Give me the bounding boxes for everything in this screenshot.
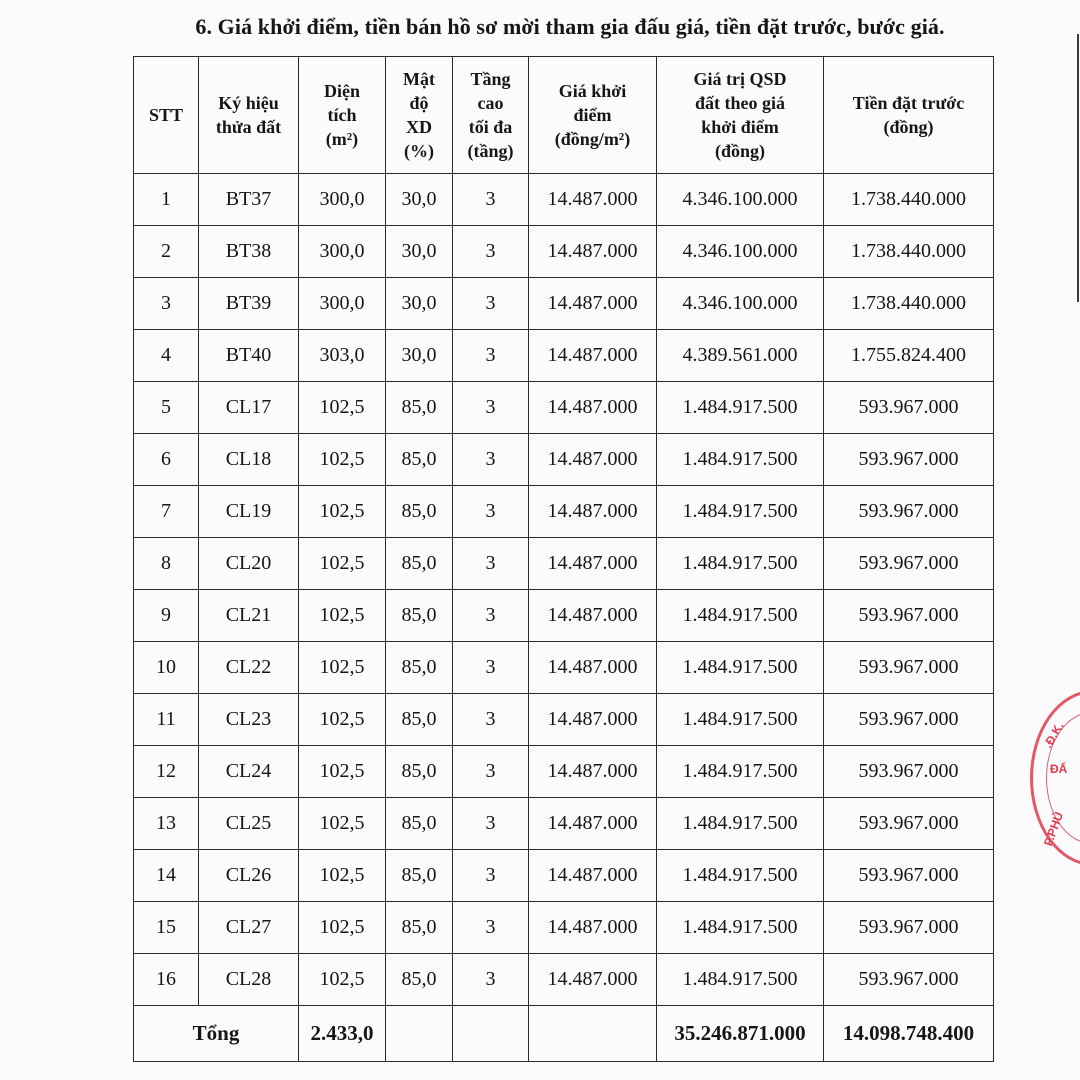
cell-density: 85,0 <box>386 486 453 538</box>
cell-area: 102,5 <box>299 486 386 538</box>
cell-stt: 2 <box>134 226 199 278</box>
stamp-text-bottom: P.PHÚ <box>1040 810 1067 848</box>
cell-parcel-code: BT39 <box>199 278 299 330</box>
cell-area: 102,5 <box>299 850 386 902</box>
cell-start-price: 14.487.000 <box>529 694 657 746</box>
cell-parcel-code: CL20 <box>199 538 299 590</box>
cell-land-value: 1.484.917.500 <box>657 382 824 434</box>
cell-max-floors: 3 <box>453 642 529 694</box>
cell-max-floors: 3 <box>453 746 529 798</box>
cell-area: 300,0 <box>299 226 386 278</box>
stamp-text-mid: ĐẤ <box>1050 762 1068 776</box>
cell-stt: 15 <box>134 902 199 954</box>
cell-stt: 6 <box>134 434 199 486</box>
cell-land-value: 1.484.917.500 <box>657 798 824 850</box>
cell-stt: 1 <box>134 174 199 226</box>
cell-density: 85,0 <box>386 798 453 850</box>
cell-area: 102,5 <box>299 954 386 1006</box>
cell-stt: 8 <box>134 538 199 590</box>
section-heading: 6. Giá khởi điểm, tiền bán hồ sơ mời tham gia đấu giá, tiền đặt trước, bước giá. <box>195 14 945 39</box>
cell-start-price: 14.487.000 <box>529 226 657 278</box>
page-edge-line <box>1077 34 1079 302</box>
total-deposit: 14.098.748.400 <box>824 1006 994 1062</box>
total-empty-cell <box>386 1006 453 1062</box>
cell-deposit: 593.967.000 <box>824 434 994 486</box>
cell-stt: 9 <box>134 590 199 642</box>
cell-density: 85,0 <box>386 746 453 798</box>
cell-max-floors: 3 <box>453 226 529 278</box>
total-empty-cell <box>453 1006 529 1062</box>
cell-deposit: 1.738.440.000 <box>824 278 994 330</box>
cell-deposit: 1.738.440.000 <box>824 226 994 278</box>
cell-parcel-code: BT37 <box>199 174 299 226</box>
cell-deposit: 593.967.000 <box>824 486 994 538</box>
cell-stt: 3 <box>134 278 199 330</box>
cell-area: 102,5 <box>299 434 386 486</box>
cell-start-price: 14.487.000 <box>529 590 657 642</box>
table-row <box>134 850 994 902</box>
cell-land-value: 1.484.917.500 <box>657 486 824 538</box>
cell-stt: 7 <box>134 486 199 538</box>
cell-parcel-code: CL28 <box>199 954 299 1006</box>
cell-land-value: 4.389.561.000 <box>657 330 824 382</box>
cell-area: 300,0 <box>299 174 386 226</box>
table-row <box>134 538 994 590</box>
cell-start-price: 14.487.000 <box>529 902 657 954</box>
column-header-land-value: Giá trị QSD đất theo giá khởi điểm (đồng) <box>657 57 824 174</box>
cell-start-price: 14.487.000 <box>529 174 657 226</box>
column-header-parcel-code: Ký hiệu thửa đất <box>199 57 299 174</box>
cell-start-price: 14.487.000 <box>529 850 657 902</box>
column-header-deposit: Tiền đặt trước (đồng) <box>824 57 994 174</box>
cell-max-floors: 3 <box>453 434 529 486</box>
table-row <box>134 434 994 486</box>
cell-land-value: 1.484.917.500 <box>657 954 824 1006</box>
column-header-start-price: Giá khởi điểm (đồng/m²) <box>529 57 657 174</box>
cell-stt: 14 <box>134 850 199 902</box>
auction-price-table <box>133 56 994 1062</box>
cell-start-price: 14.487.000 <box>529 486 657 538</box>
cell-density: 85,0 <box>386 850 453 902</box>
total-empty-cell <box>529 1006 657 1062</box>
table-row <box>134 694 994 746</box>
table-row <box>134 330 994 382</box>
cell-deposit: 593.967.000 <box>824 746 994 798</box>
stamp-text-top: .Đ.K. <box>1040 719 1067 751</box>
cell-land-value: 1.484.917.500 <box>657 434 824 486</box>
cell-deposit: 1.738.440.000 <box>824 174 994 226</box>
cell-deposit: 593.967.000 <box>824 642 994 694</box>
cell-max-floors: 3 <box>453 330 529 382</box>
cell-deposit: 593.967.000 <box>824 850 994 902</box>
cell-start-price: 14.487.000 <box>529 434 657 486</box>
cell-stt: 5 <box>134 382 199 434</box>
cell-deposit: 593.967.000 <box>824 902 994 954</box>
cell-max-floors: 3 <box>453 590 529 642</box>
cell-max-floors: 3 <box>453 174 529 226</box>
cell-area: 102,5 <box>299 642 386 694</box>
table-row <box>134 902 994 954</box>
cell-max-floors: 3 <box>453 278 529 330</box>
cell-land-value: 4.346.100.000 <box>657 226 824 278</box>
cell-density: 85,0 <box>386 538 453 590</box>
cell-stt: 11 <box>134 694 199 746</box>
cell-land-value: 1.484.917.500 <box>657 850 824 902</box>
cell-density: 85,0 <box>386 694 453 746</box>
cell-start-price: 14.487.000 <box>529 746 657 798</box>
cell-deposit: 593.967.000 <box>824 538 994 590</box>
cell-start-price: 14.487.000 <box>529 538 657 590</box>
cell-deposit: 593.967.000 <box>824 590 994 642</box>
table-row <box>134 226 994 278</box>
cell-deposit: 593.967.000 <box>824 382 994 434</box>
table-row <box>134 486 994 538</box>
cell-parcel-code: CL19 <box>199 486 299 538</box>
cell-density: 85,0 <box>386 382 453 434</box>
cell-max-floors: 3 <box>453 954 529 1006</box>
cell-density: 85,0 <box>386 954 453 1006</box>
cell-area: 102,5 <box>299 798 386 850</box>
column-header-density: Mật độ XD (%) <box>386 57 453 174</box>
cell-land-value: 4.346.100.000 <box>657 278 824 330</box>
cell-land-value: 1.484.917.500 <box>657 590 824 642</box>
cell-start-price: 14.487.000 <box>529 642 657 694</box>
cell-start-price: 14.487.000 <box>529 278 657 330</box>
cell-parcel-code: CL25 <box>199 798 299 850</box>
cell-land-value: 4.346.100.000 <box>657 174 824 226</box>
cell-max-floors: 3 <box>453 902 529 954</box>
table-row <box>134 590 994 642</box>
cell-parcel-code: CL24 <box>199 746 299 798</box>
cell-start-price: 14.487.000 <box>529 954 657 1006</box>
cell-start-price: 14.487.000 <box>529 330 657 382</box>
cell-parcel-code: CL26 <box>199 850 299 902</box>
cell-deposit: 593.967.000 <box>824 954 994 1006</box>
cell-parcel-code: CL17 <box>199 382 299 434</box>
table-header-row <box>134 57 994 174</box>
table-row <box>134 798 994 850</box>
cell-deposit: 593.967.000 <box>824 798 994 850</box>
cell-stt: 4 <box>134 330 199 382</box>
column-header-area: Diện tích (m²) <box>299 57 386 174</box>
cell-land-value: 1.484.917.500 <box>657 538 824 590</box>
total-value: 35.246.871.000 <box>657 1006 824 1062</box>
cell-parcel-code: CL23 <box>199 694 299 746</box>
cell-parcel-code: CL22 <box>199 642 299 694</box>
cell-density: 30,0 <box>386 278 453 330</box>
cell-land-value: 1.484.917.500 <box>657 746 824 798</box>
cell-area: 102,5 <box>299 382 386 434</box>
table-row <box>134 278 994 330</box>
cell-area: 102,5 <box>299 746 386 798</box>
cell-max-floors: 3 <box>453 382 529 434</box>
cell-max-floors: 3 <box>453 486 529 538</box>
table-row <box>134 174 994 226</box>
table-row <box>134 954 994 1006</box>
cell-stt: 12 <box>134 746 199 798</box>
table-total-row <box>134 1006 994 1062</box>
table-row <box>134 382 994 434</box>
total-label: Tổng <box>134 1006 299 1062</box>
cell-max-floors: 3 <box>453 694 529 746</box>
cell-land-value: 1.484.917.500 <box>657 642 824 694</box>
cell-start-price: 14.487.000 <box>529 798 657 850</box>
cell-start-price: 14.487.000 <box>529 382 657 434</box>
cell-parcel-code: BT40 <box>199 330 299 382</box>
cell-area: 102,5 <box>299 694 386 746</box>
column-header-max-floors: Tầng cao tối đa (tầng) <box>453 57 529 174</box>
cell-parcel-code: CL18 <box>199 434 299 486</box>
cell-area: 300,0 <box>299 278 386 330</box>
cell-parcel-code: CL27 <box>199 902 299 954</box>
cell-max-floors: 3 <box>453 538 529 590</box>
total-area: 2.433,0 <box>299 1006 386 1062</box>
cell-land-value: 1.484.917.500 <box>657 902 824 954</box>
cell-land-value: 1.484.917.500 <box>657 694 824 746</box>
cell-stt: 10 <box>134 642 199 694</box>
cell-deposit: 1.755.824.400 <box>824 330 994 382</box>
table-body <box>134 174 994 1006</box>
cell-density: 30,0 <box>386 174 453 226</box>
cell-max-floors: 3 <box>453 850 529 902</box>
cell-deposit: 593.967.000 <box>824 694 994 746</box>
cell-density: 85,0 <box>386 590 453 642</box>
column-header-stt: STT <box>134 57 199 174</box>
cell-parcel-code: CL21 <box>199 590 299 642</box>
table-row <box>134 746 994 798</box>
cell-density: 30,0 <box>386 330 453 382</box>
table-row <box>134 642 994 694</box>
cell-max-floors: 3 <box>453 798 529 850</box>
cell-density: 85,0 <box>386 902 453 954</box>
cell-stt: 16 <box>134 954 199 1006</box>
cell-parcel-code: BT38 <box>199 226 299 278</box>
cell-density: 30,0 <box>386 226 453 278</box>
cell-stt: 13 <box>134 798 199 850</box>
cell-area: 303,0 <box>299 330 386 382</box>
cell-area: 102,5 <box>299 902 386 954</box>
cell-density: 85,0 <box>386 642 453 694</box>
cell-density: 85,0 <box>386 434 453 486</box>
cell-area: 102,5 <box>299 590 386 642</box>
cell-area: 102,5 <box>299 538 386 590</box>
